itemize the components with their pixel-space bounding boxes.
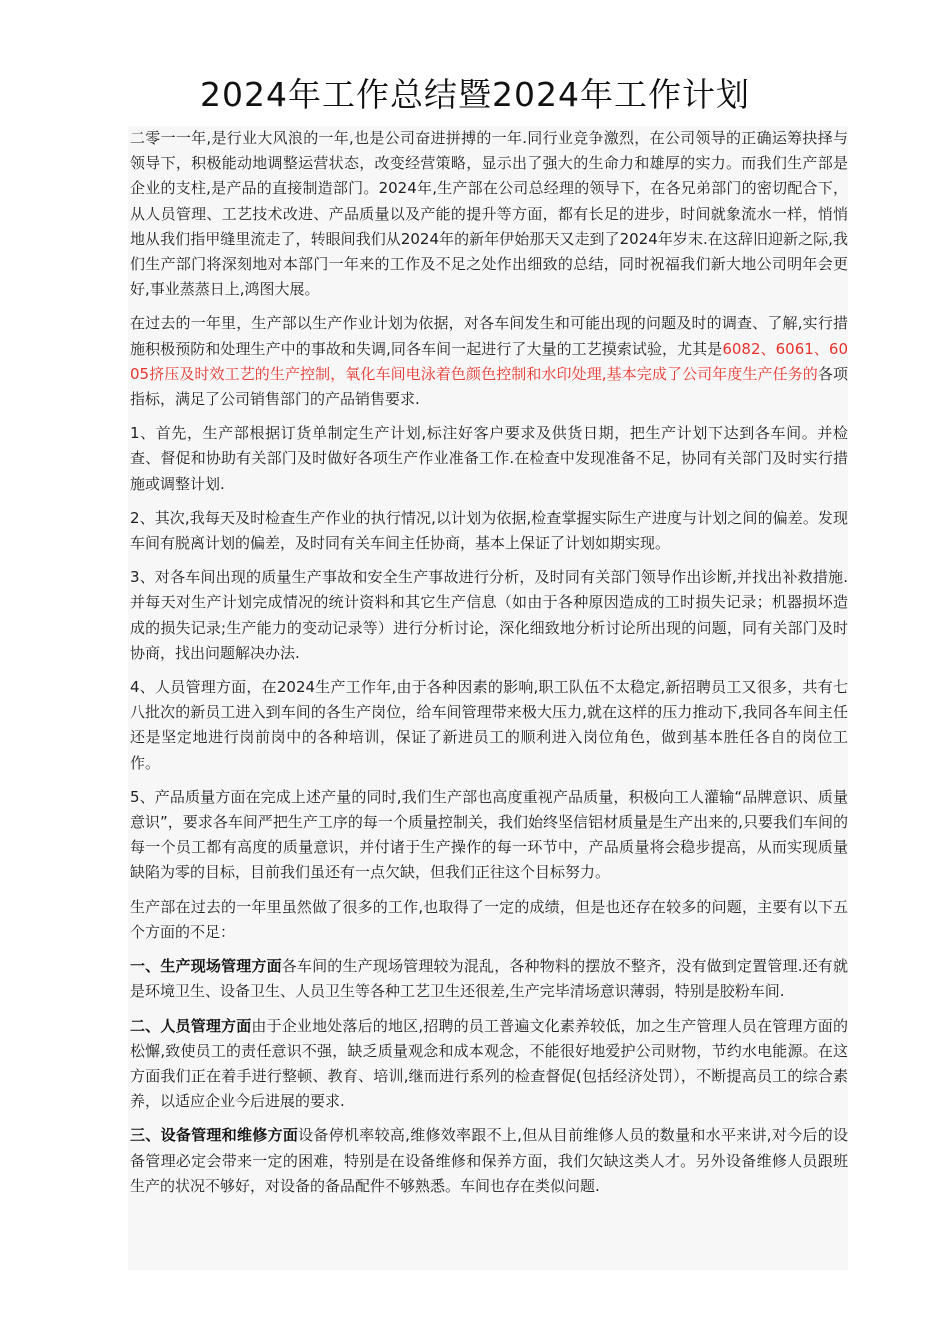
paragraph-item-2: 2、其次,我每天及时检查生产作业的执行情况,以计划为依据,检查掌握实际生产进度与计划之间的偏差。发现车间有脱离计划的偏差，及时同有关车间主任协商，基本上保证了计划如期实现。 xyxy=(130,508,848,553)
shortcoming-1-text: 各车间的生产现场管理较为混乱，各种物料的摆放不整齐，没有做到定置管理.还有就是环境卫生、设备卫生、人员卫生等各种工艺卫生还很差,生产完毕清场意识薄弱，特别是胶粉车间. xyxy=(130,957,848,1001)
paragraph-item-3: 3、对各车间出现的质量生产事故和安全生产事故进行分析，及时同有关部门领导作出诊断,并找出补救措施.并每天对生产计划完成情况的统计资料和其它生产信息（如由于各种原因造成的工时损失记录；机器损坏造成的损失记录;生产能力的变动记录等）进行分析讨论，深化细致地分析讨论所出现的问题，同有关部门及时协商，找出问题解决办法. xyxy=(130,568,848,662)
shortcoming-3-text: 设备停机率较高,维修效率跟不上,但从目前维修人员的数量和水平来讲,对今后的设备管理必定会带来一定的困难，特别是在设备维修和保养方面，我们欠缺这类人才。另外设备维修人员跟班生产的状况不够好，对设备的备品配件不够熟悉。车间也存在类似问题. xyxy=(130,1126,848,1195)
paragraph-shortcoming-1 xyxy=(128,954,848,1004)
paragraph-intro: 二零一一年,是行业大风浪的一年,也是公司奋进拼搏的一年.同行业竞争激烈，在公司领导的正确运筹抉择与领导下，积极能动地调整运营状态，改变经营策略，显示出了强大的生命力和雄厚的实力。而我们生产部是企业的支柱,是产品的直接制造部门。2024年,生产部在公司总经理的领导下，在各兄弟部门的密切配合下，从人员管理、工艺技术改进、产品质量以及产能的提升等方面，都有长足的进步，时间就象流水一样，悄悄地从我们指甲缝里流走了，转眼间我们从2024年的新年伊始那天又走到了2024年岁末.在这辞旧迎新之际,我们生产部门将深刻地对本部门一年来的工作及不足之处作出细致的总结，同时祝福我们新大地公司明年会更好,事业蒸蒸日上,鸿图大展。 xyxy=(130,129,848,299)
paragraph-past-year-end: 各项指标，满足了公司销售部门的产品销售要求. xyxy=(130,364,848,409)
document-body xyxy=(128,126,848,1270)
paragraph-item-1: 1、首先，生产部根据订货单制定生产计划,标注好客户要求及供货日期，把生产计划下达到各车间。并检查、督促和协助有关部门及时做好各项生产作业准备工作.在检查中发现准备不足，协同有关部门及时实行措施或调整计划. xyxy=(130,424,848,493)
shortcoming-1-heading: 一、生产现场管理方面 xyxy=(130,957,282,976)
paragraph-past-year-start: 在过去的一年里，生产部以生产作业计划为依据，对各车间发生和可能出现的问题及时的调查、了解,实行措施积极预防和处理生产中的事故和失调,同各车间一起进行了大量的工艺摸索试验，尤其是 xyxy=(130,314,848,358)
paragraph-shortcoming-3 xyxy=(128,1123,848,1199)
paragraph-past-year xyxy=(128,311,848,412)
shortcoming-2-heading: 二、人员管理方面 xyxy=(130,1016,252,1035)
paragraph-item-4: 4、人员管理方面，在2024生产工作年,由于各种因素的影响,职工队伍不太稳定,新招聘员工又很多，共有七八批次的新员工进入到车间的各生产岗位，给车间管理带来极大压力,就在这样的压力推动下,我同各车间主任还是坚定地进行岗前岗中的各种培训，保证了新进员工的顺利进入岗位角色，做到基本胜任各自的岗位工作。 xyxy=(130,678,848,772)
paragraph-shortcoming-2 xyxy=(128,1014,848,1115)
highlighted-text: 6082、6061、6005挤压及时效工艺的生产控制，氧化车间电泳着色颜色控制和水印处理,基本完成了公司年度生产任务的 xyxy=(130,339,848,383)
document-title: 2024年工作总结暨2024年工作计划 xyxy=(200,75,750,114)
paragraph-item-5: 5、产品质量方面在完成上述产量的同时,我们生产部也高度重视产品质量，积极向工人灌输“品牌意识、质量意识”，要求各车间严把生产工序的每一个质量控制关，我们始终坚信铝材质量是生产出来的,只要我们车间的每一个员工都有高度的质量意识，并付诸于生产操作的每一环节中，产品质量将会稳步提高，从而实现质量缺陷为零的目标，目前我们虽还有一点欠缺，但我们正往这个目标努力。 xyxy=(130,787,848,882)
shortcoming-2-text: 由于企业地处落后的地区,招聘的员工普遍文化素养较低，加之生产管理人员在管理方面的松懈,致使员工的责任意识不强，缺乏质量观念和成本观念，不能很好地爱护公司财物，节约水电能源。在这方面我们正在着手进行整顿、教育、培训,继而进行系列的检查督促(包括经济处罚），不断提高员工的综合素养，以适应企业今后进展的要求. xyxy=(130,1016,848,1111)
paragraph-shortcomings-intro: 生产部在过去的一年里虽然做了很多的工作,也取得了一定的成绩，但是也还存在较多的问题，主要有以下五个方面的不足： xyxy=(130,897,848,941)
shortcoming-3-heading: 三、设备管理和维修方面 xyxy=(130,1126,299,1145)
